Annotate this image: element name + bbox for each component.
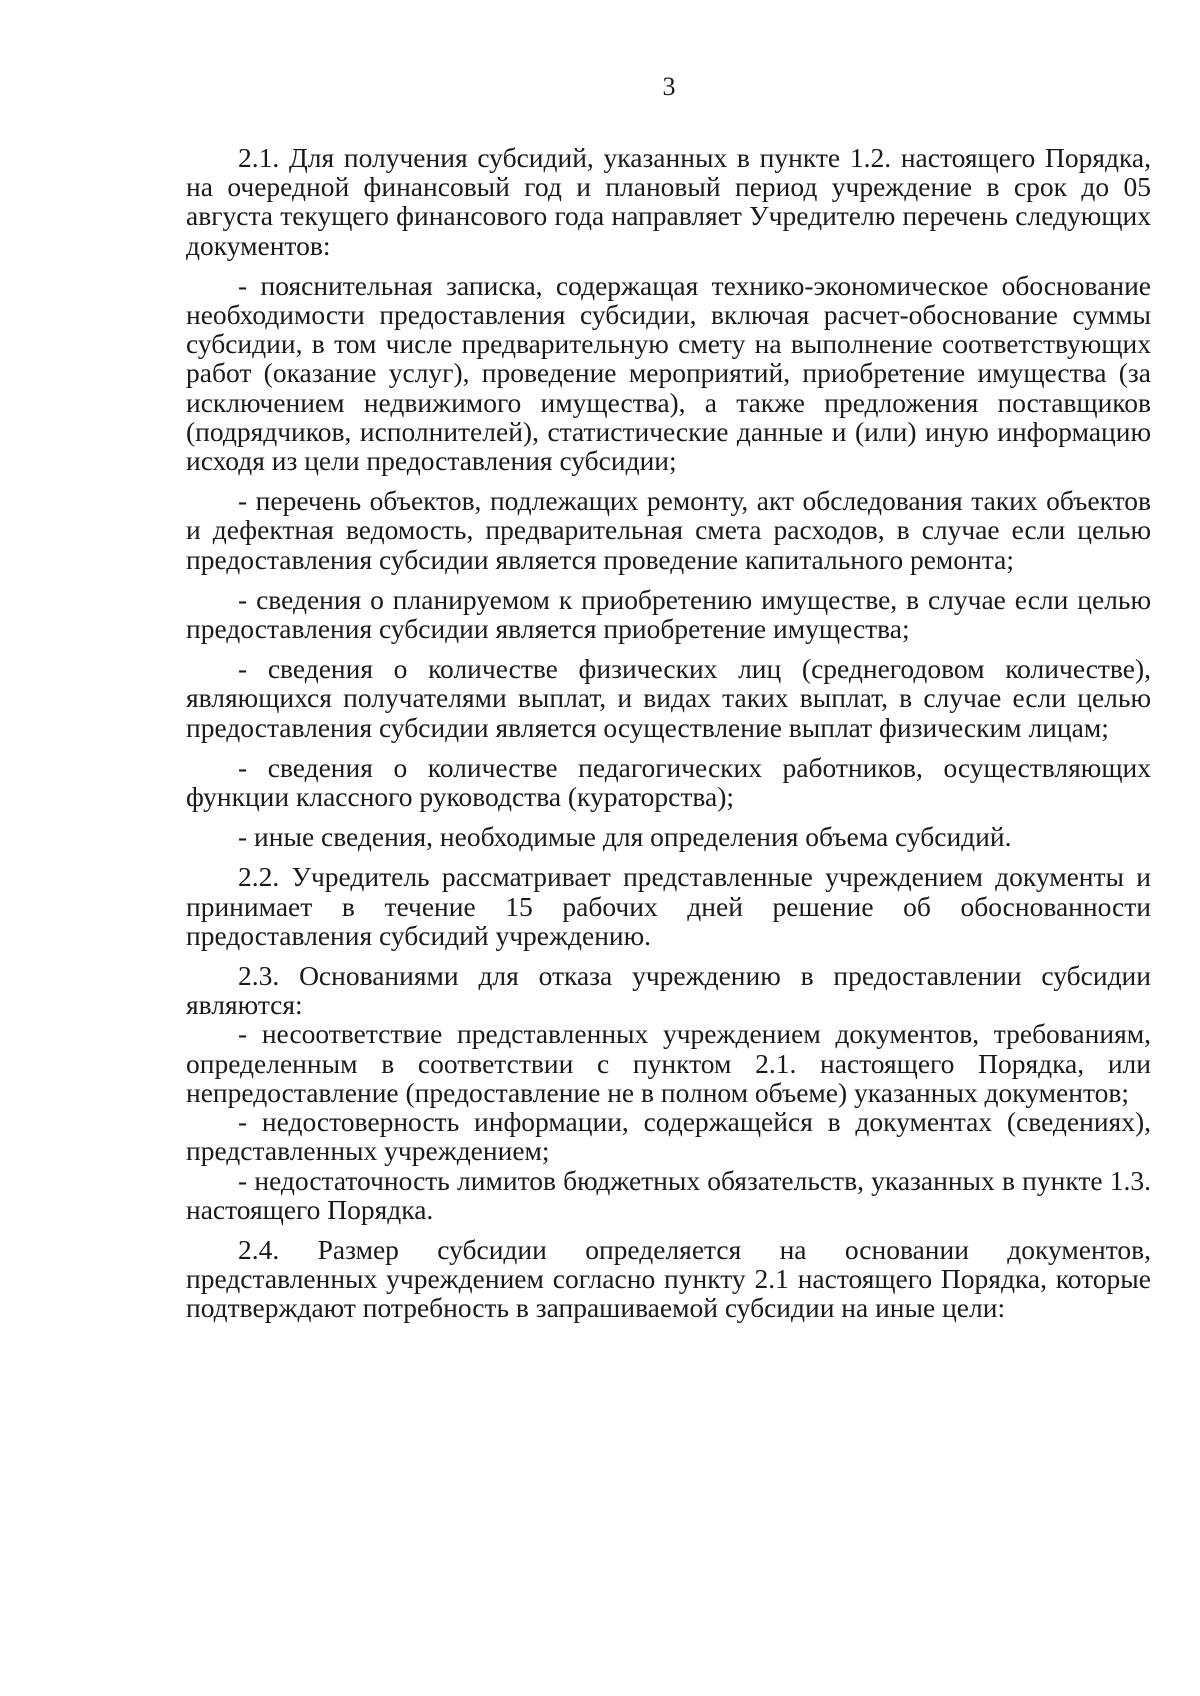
list-item-explanatory-note: - пояснительная записка, содержащая технико-экономическое обоснование необходимости предоставления субсидии, включая расчет-обоснование суммы субсидии, в том числе предварительную смету на выполнение соответствующих работ (оказание услуг), проведение мероприятий, приобретение имущества (за исключением недвижимого имущества), а также предложения поставщиков (подрядчиков, исполнителей), статистические данные и (или) иную информацию исходя из цели предоставления субсидии;: [186, 269, 1151, 477]
refusal-reason-unreliable-info: - недостоверность информации, содержащейся в документах (сведениях), представленных учреждением;: [186, 1106, 1151, 1167]
paragraph-2-2: 2.2. Учредитель рассматривает представленные учреждением документы и принимает в течение 15 рабочих дней решение об обоснованности предоставления субсидий учреждению.: [186, 861, 1151, 951]
refusal-reason-insufficient-limits: - недостаточность лимитов бюджетных обязательств, указанных в пункте 1.3. настоящего Порядка.: [186, 1164, 1151, 1225]
list-item-individuals-payments: - сведения о количестве физических лиц (среднегодовом количестве), являющихся получателями выплат, и видах таких выплат, в случае если целью предоставления субсидии является осуществление выплат физическим лицам;: [186, 653, 1151, 743]
refusal-reason-noncompliance: - несоответствие представленных учреждением документов, требованиям, определенным в соответствии с пунктом 2.1. настоящего Порядка, или непредоставление (предоставление не в полном объеме) указанных документов;: [186, 1018, 1151, 1108]
list-item-property-acquisition: - сведения о планируемом к приобретению имуществе, в случае если целью предоставления субсидии является приобретение имущества;: [186, 583, 1151, 645]
paragraph-2-4: 2.4. Размер субсидии определяется на основании документов, представленных учреждением согласно пункту 2.1 настоящего Порядка, которые подтверждают потребность в запрашиваемой субсидии на иные цели:: [186, 1233, 1151, 1324]
list-item-teaching-staff: - сведения о количестве педагогических работников, осуществляющих функции классного руководства (кураторства);: [186, 751, 1151, 813]
paragraph-2-3: 2.3. Основаниями для отказа учреждению в предоставлении субсидии являются:: [186, 960, 1151, 1021]
paragraph-2-1: 2.1. Для получения субсидий, указанных в пункте 1.2. настоящего Порядка, на очередной финансовый год и плановый период учреждение в срок до 05 августа текущего финансового года направляет Учредителю перечень следующих документов:: [186, 142, 1151, 261]
page-number: 3: [662, 72, 676, 101]
list-item-repair-objects: - перечень объектов, подлежащих ремонту, акт обследования таких объектов и дефектная ведомость, предварительная смета расходов, в случае если целью предоставления субсидии является проведение капитального ремонта;: [186, 485, 1151, 575]
list-item-other-information: - иные сведения, необходимые для определения объема субсидий.: [238, 821, 1012, 853]
document-body: [186, 143, 1151, 1323]
